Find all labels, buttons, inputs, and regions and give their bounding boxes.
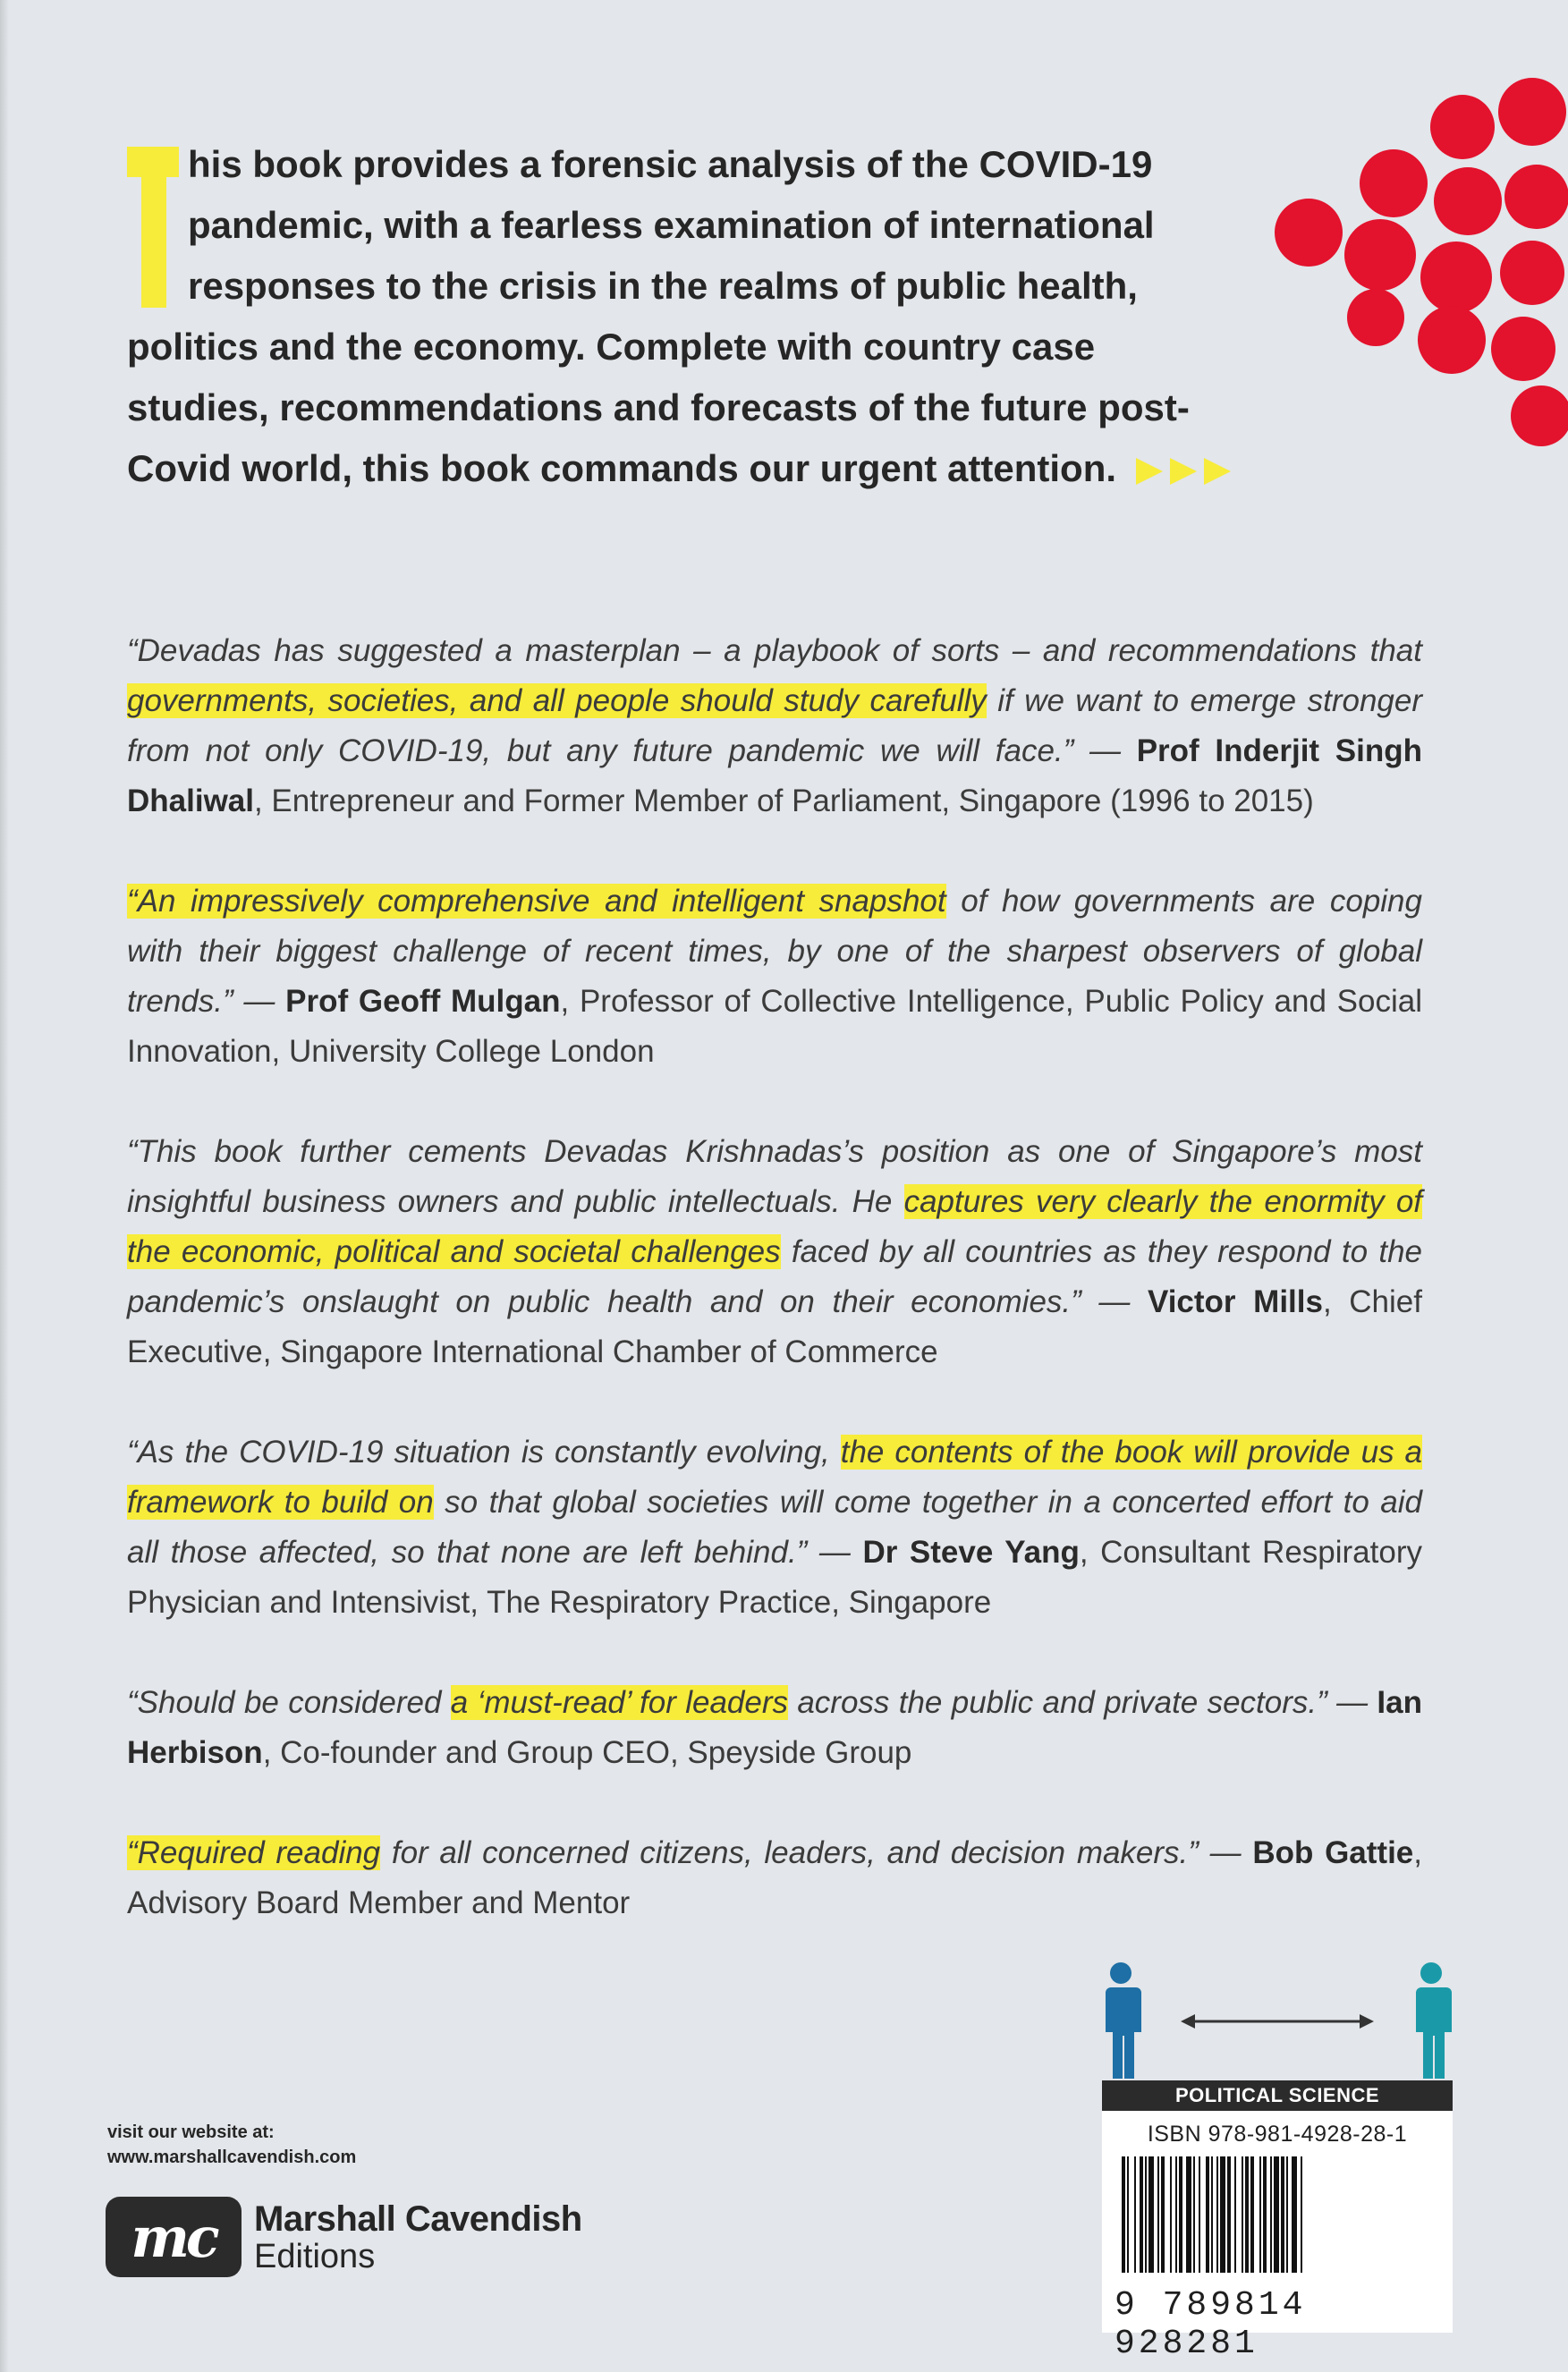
barcode-bar — [1134, 2156, 1136, 2273]
book-blurb — [127, 134, 1245, 499]
barcode-bar — [1170, 2156, 1172, 2273]
barcode-bar — [1242, 2156, 1243, 2273]
barcode-bar — [1259, 2156, 1261, 2273]
testimonial: “Devadas has suggested a masterplan – a playbook of sorts – and recommendations that governments, societies, and all people should study carefully if we want to emerge stronger from not only COVID-19, but any future pandemic we will face.” — Prof Inderjit Singh Dhaliwal, Entrepreneur and Former Member of Parliament, Singapore (1996 to 2015) — [127, 633, 1422, 818]
testimonial: “Should be considered a ‘must-read’ for leaders across the public and private sectors.” — Ian Herbison, Co-founder and Group CEO, Speyside Group — [127, 1685, 1422, 1770]
blurb-text: his book provides a forensic analysis of the COVID-19 pandemic, with a fearless examination of international responses to the crisis in the realms of public health, politics and the economy. Complete with country case studies, recommendations and forecasts of the future post-Covid world, this book commands our urgent attention. — [127, 143, 1190, 489]
testimonial-author: Ian Herbison — [127, 1685, 1422, 1770]
barcode-bar — [1286, 2156, 1288, 2273]
highlighted-phrase: “Required reading — [127, 1835, 381, 1870]
highlighted-phrase: a ‘must-read’ for leaders — [450, 1685, 789, 1720]
testimonials — [127, 626, 1422, 1978]
barcode-bar — [1216, 2156, 1218, 2273]
testimonial-affiliation: , Professor of Collective Intelligence, Public Policy and Social Innovation, University College London — [127, 984, 1422, 1069]
testimonial-affiliation: , Co-founder and Group CEO, Speyside Group — [262, 1735, 912, 1770]
publisher-logo — [106, 2197, 582, 2277]
isbn-number: ISBN 978-981-4928-28-1 — [1147, 2122, 1408, 2147]
spine-shadow — [0, 0, 9, 2372]
barcode-bars — [1120, 2156, 1453, 2273]
testimonial: “Required reading for all concerned citizens, leaders, and decision makers.” — Bob Gattie, Advisory Board Member and Mentor — [127, 1835, 1423, 1920]
mc-logo-icon: mc — [106, 2197, 242, 2277]
barcode-bar — [1274, 2156, 1279, 2273]
barcode-bar — [1270, 2156, 1272, 2273]
barcode-bar — [1301, 2156, 1302, 2273]
website-url[interactable]: www.marshallcavendish.com — [107, 2148, 357, 2167]
highlighted-phrase: captures very clearly the enormity of the economic, political and societal challenges — [127, 1184, 1423, 1269]
publisher-name: Marshall Cavendish — [254, 2199, 582, 2239]
barcode-bar — [1186, 2156, 1191, 2273]
barcode-bar — [1245, 2156, 1249, 2273]
barcode-box — [1102, 2080, 1453, 2363]
drop-cap — [127, 147, 179, 308]
barcode-bar — [1175, 2156, 1177, 2273]
highlighted-phrase: the contents of the book will provide us a framework to build on — [127, 1435, 1423, 1520]
barcode-bar — [1292, 2156, 1297, 2273]
testimonial-affiliation: , Consultant Respiratory Physician and Intensivist, The Respiratory Practice, Singapore — [127, 1535, 1422, 1620]
testimonial: “This book further cements Devadas Krishnadas’s position as one of Singapore’s most insightful business owners and public intellectuals. He captures very clearly the enormity of the economic, political and societal challenges faced by all countries as they respond to the pandemic’s onslaught on public health and on their economies.” — Victor Mills, Chief Executive, Singapore International Chamber of Commerce — [127, 1134, 1423, 1369]
barcode-bar — [1140, 2156, 1143, 2273]
social-distancing-figures-icon — [1098, 1961, 1474, 2084]
testimonial-affiliation: , Entrepreneur and Former Member of Parliament, Singapore (1996 to 2015) — [253, 784, 1314, 818]
triple-arrow-icon — [1136, 456, 1233, 487]
website-info — [107, 2120, 356, 2170]
category-label: POLITICAL SCIENCE — [1102, 2080, 1453, 2111]
testimonial-affiliation: , Chief Executive, Singapore International Chamber of Commerce — [127, 1284, 1422, 1369]
testimonial: “As the COVID-19 situation is constantly evolving, the contents of the book will provide us a framework to build on so that global societies will come together in a concerted effort to aid all those affected, so that none are left behind.” — Dr Steve Yang, Consultant Respiratory Physician and Intensivist, The Respiratory Practice, Singapore — [127, 1435, 1423, 1620]
highlighted-phrase: governments, societies, and all people should study carefully — [127, 683, 987, 718]
barcode-bar — [1148, 2156, 1154, 2273]
testimonial-author: Prof Inderjit Singh Dhaliwal — [127, 733, 1422, 818]
barcode-bar — [1145, 2156, 1147, 2273]
barcode-bar — [1220, 2156, 1225, 2273]
barcode-bar — [1263, 2156, 1267, 2273]
testimonial-author: Victor Mills — [1148, 1284, 1323, 1319]
barcode-bar — [1227, 2156, 1231, 2273]
testimonial-author: Bob Gattie — [1252, 1835, 1414, 1870]
testimonial-author: Prof Geoff Mulgan — [285, 984, 561, 1019]
testimonial-author: Dr Steve Yang — [862, 1535, 1080, 1570]
barcode-bar — [1234, 2156, 1236, 2273]
barcode-bar — [1206, 2156, 1209, 2273]
barcode-bar — [1281, 2156, 1284, 2273]
barcode-bar — [1179, 2156, 1182, 2273]
barcode-bar — [1193, 2156, 1195, 2273]
barcode-bar — [1199, 2156, 1200, 2273]
testimonial: “An impressively comprehensive and intelligent snapshot of how governments are coping with their biggest challenge of recent times, by one of the sharpest observers of global trends.” — Prof Geoff Mulgan, Professor of Collective Intelligence, Public Policy and Social Innovation, University College London — [127, 884, 1422, 1069]
red-dots-decoration — [1273, 72, 1568, 447]
testimonial-affiliation: , Advisory Board Member and Mentor — [127, 1835, 1423, 1920]
barcode-bar — [1127, 2156, 1129, 2273]
barcode-bar — [1161, 2156, 1165, 2273]
barcode-bar — [1157, 2156, 1159, 2273]
barcode-bar — [1211, 2156, 1213, 2273]
barcode-digits: 9 789814 928281 — [1115, 2286, 1307, 2363]
highlighted-phrase: “An impressively comprehensive and intelligent snapshot — [127, 884, 946, 919]
barcode-bar — [1250, 2156, 1254, 2273]
barcode-bar — [1122, 2156, 1125, 2273]
publisher-imprint: Editions — [254, 2238, 376, 2275]
website-label: visit our website at: — [107, 2122, 275, 2142]
